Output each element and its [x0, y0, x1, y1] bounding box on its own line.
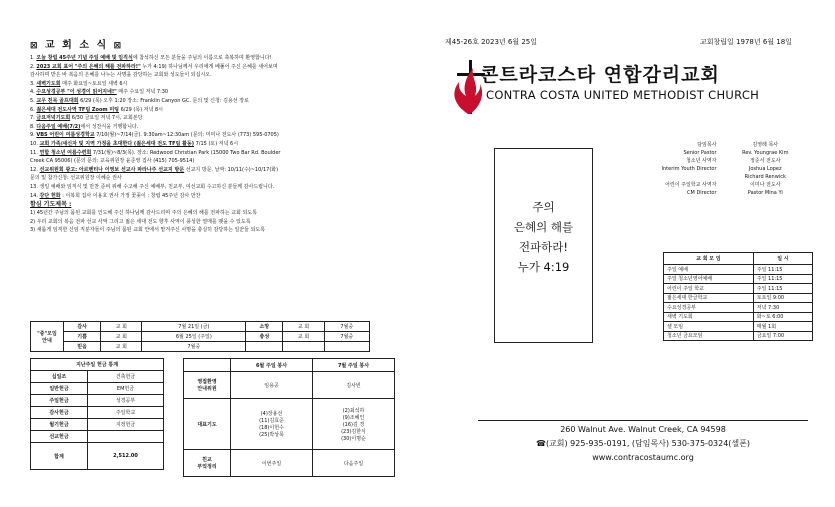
issue-number: 제45-26호 2023년 6월 25일 [445, 38, 538, 46]
news-item-text: 감사하며 받은 바 복음의 은혜를 나누는 사명을 감당하는 교회와 성도들이 되십시오. [30, 72, 212, 79]
duty-corner [184, 359, 231, 372]
schedule-row [664, 303, 813, 313]
duty-value: (4)장용선 (11)김효준 (18)이헌수 (25)박상목 [231, 399, 313, 450]
news-item [30, 166, 422, 175]
group-meeting-cell: 기쁨 [64, 332, 101, 342]
news-heading [30, 36, 422, 51]
news-item-text: 6/30 금요일 저녁 7시, 교회본당 [70, 115, 143, 122]
news-item-number: 14. [30, 192, 40, 199]
prayer-item: 3) 새롭게 임직한 신임 직분자들이 주님의 몸된 교회 안에서 맡겨주신 사명을 충실히 감당하는 일꾼들 되도록 [30, 227, 266, 234]
news-item-text: 문의 및 참가신청: 선교위원장 이혜순 권사 [30, 175, 122, 182]
schedule-meeting: 젊은세대 한글학교 [664, 293, 754, 303]
offering-category: 월기헌금 [31, 419, 88, 431]
news-item-text: 7/15 (토) 저녁 6시 [194, 140, 239, 147]
duty-row [184, 399, 395, 450]
schedule-table [663, 252, 813, 341]
group-meeting-row [31, 322, 370, 332]
staff-row [655, 166, 800, 173]
staff-role: 어린이 주일학교 사역자 [665, 182, 717, 188]
offering-table [30, 358, 164, 470]
offering-total-label: 합계 [31, 443, 88, 470]
church-name-english: CONTRA COSTA UNITED METHODIST CHURCH [486, 88, 760, 102]
schedule-meeting: 주일 청소년영어예배 [664, 274, 754, 284]
news-item-number: 1. [30, 55, 37, 61]
group-meeting-cell: 감사 [64, 322, 101, 332]
schedule-row [664, 322, 813, 332]
offering-category: 선교헌금 [31, 431, 88, 443]
schedule-row [664, 274, 813, 284]
staff-row [655, 190, 800, 197]
diamond-bullet-icon: ⊠ [30, 41, 40, 51]
offering-row [31, 407, 164, 419]
schedule-row [664, 265, 813, 275]
news-item-text: 에서 성찬식을 거행합니다. [80, 123, 139, 130]
offering-category-2 [88, 431, 164, 443]
news-item [30, 97, 422, 106]
prayer-list [30, 209, 422, 235]
news-item-number: 7. [30, 115, 37, 122]
news-item-text: 매주 화요일~토요일 새벽 6시 [60, 80, 128, 87]
group-meeting-cell: 믿음 [64, 342, 101, 352]
staff-name: 이미나 전도사 [749, 182, 781, 188]
offering-total-value: 2,512.00 [88, 443, 164, 470]
motto-box [494, 148, 593, 343]
staff-row [655, 182, 800, 189]
address-block [478, 420, 808, 465]
prayer-item: 2) 우리 교회의 복음 전파 선교 사역 그리고 젊은 세대 전도 향후 사역이 풍성한 열매를 맺을 수 있도록 [30, 218, 251, 225]
duty-value: 다음주일 [313, 450, 395, 477]
offering-category-2: 성경공부 [88, 395, 164, 407]
news-item [30, 106, 422, 115]
staff-role: CM Director [687, 190, 717, 196]
diamond-bullet-icon: ⊠ [113, 41, 124, 51]
schedule-row [664, 331, 813, 341]
group-meeting-cell: 교 회 [101, 332, 142, 342]
group-meeting-cell: 소망 [246, 322, 283, 332]
news-item [30, 157, 422, 166]
group-meeting-cell: 6월 25일 (주일) [142, 332, 246, 342]
duty-label: 영접환영 안내위원 [184, 372, 231, 399]
schedule-header-meeting: 교 회 모 임 [664, 253, 754, 265]
motto-line-3: 전파하라! [518, 240, 569, 254]
group-meeting-cell: 7월중 [324, 332, 369, 342]
group-meeting-cell: 충성 [246, 332, 283, 342]
schedule-meeting: 청소년 금요모임 [664, 331, 754, 341]
prayer-item: 1) 45년간 주님의 몸된 교회를 인도해 주신 하나님께 감사드리며 주의 은혜의 해를 전파하는 교회 되도록 [30, 210, 257, 217]
church-name-korean: 콘트라코스타 연합감리교회 [480, 64, 720, 86]
duty-row [184, 450, 395, 477]
news-item [30, 174, 422, 183]
news-item-number: 2. [30, 63, 37, 70]
news-item [30, 114, 422, 123]
schedule-time: 저녁 7:30 [753, 303, 812, 313]
duty-table [183, 358, 395, 477]
news-item [30, 54, 422, 63]
group-meeting-cell: 7월중 [142, 342, 246, 352]
offering-category: 감사헌금 [31, 407, 88, 419]
offering-category-2: 건축헌금 [88, 371, 164, 383]
schedule-time: 화~토 6:00 [753, 312, 812, 322]
group-meeting-row [31, 332, 370, 342]
group-meeting-cell [246, 342, 283, 352]
staff-role: Senior Pastor [683, 150, 717, 156]
staff-name: Joshua Lopez [748, 166, 782, 172]
news-item [30, 63, 422, 72]
news-item-highlight: 젊은세대 전도사역 TF팀 Zoom 미팅 [36, 106, 120, 113]
offering-category: 십일조 [31, 371, 88, 383]
news-item [30, 140, 422, 149]
offering-row [31, 431, 164, 443]
schedule-meeting: 주일 예배 [664, 265, 754, 275]
group-meeting-cell: 교 회 [101, 342, 142, 352]
staff-row [655, 150, 800, 157]
news-item-text: 선교지 방문. 날짜: 10/11(수)~10/17(화) [184, 166, 279, 173]
news-item-number: 4. [30, 89, 37, 96]
founded-date: 교회창립일 1978년 6월 18일 [700, 38, 792, 46]
phone-icon: ☎ [535, 439, 546, 448]
news-item-text: 6/29 (목) 저녁 8시 [119, 106, 164, 113]
schedule-meeting: 새벽 기도회 [664, 312, 754, 322]
group-meeting-row [31, 342, 370, 352]
staff-role: 청소년 사역자 [685, 158, 717, 164]
offering-category-2: 주일학교 [88, 407, 164, 419]
news-item-highlight: 새벽기도회 [36, 80, 61, 87]
news-item-number: 8. [30, 123, 37, 130]
offering-category: 일반헌금 [31, 383, 88, 395]
news-title: 교 회 소 식 [45, 40, 109, 51]
motto-reference: 누가 4:19 [517, 260, 570, 274]
prayer-title: 함심 기도제목 : [30, 201, 72, 209]
schedule-time: 주일 11:15 [753, 274, 812, 284]
staff-row [655, 158, 800, 165]
schedule-meeting: 어린이 주일 학교 [664, 284, 754, 294]
schedule-time: 주일 11:15 [753, 284, 812, 294]
group-meeting-cell: 7월중 [324, 322, 369, 332]
news-item-number: 3. [30, 80, 37, 87]
news-item-highlight: 교회 가족/새신자 및 지역 가정을 초대한다 (젊은세대 전도 TF팀 활동) [39, 140, 195, 147]
schedule-time: 금요일 7:00 [753, 331, 812, 341]
schedule-time: 주일 11:15 [753, 265, 812, 275]
offering-row [31, 371, 164, 383]
group-meeting-table [30, 321, 370, 352]
duty-row [184, 372, 395, 399]
schedule-row [664, 284, 813, 294]
staff-name: 김영래 목사 [752, 142, 779, 148]
news-item-text: 생일 예배와 임직식 및 만찬 준비 위해 수고해 주신 예배부, 친교부, 여선교회 수고하신 분들께 감사드립니다. [39, 183, 275, 190]
news-item-highlight: 연합 청소년 여름수련회 [39, 149, 92, 156]
news-item-number: 9. [30, 132, 37, 139]
staff-name: Pastor Mina Yi [747, 190, 783, 196]
schedule-time: 매월 1회 [753, 322, 812, 332]
news-item-number: 10. [30, 140, 40, 147]
group-meeting-cell [324, 342, 369, 352]
schedule-meeting: 셀 모임 [664, 322, 754, 332]
news-list [30, 54, 422, 200]
news-item-number: 12. [30, 166, 40, 173]
news-item-text: 에 참석하신 모든 분들을 주님의 이름으로 축복하며 환영합니다! [132, 55, 272, 61]
staff-name: 정준서 전도사 [749, 158, 781, 164]
news-item-number: 6. [30, 106, 37, 113]
group-meeting-cell: 교 회 [283, 322, 324, 332]
staff-role: Interim Youth Director [661, 166, 717, 172]
duty-value: 이번주일 [231, 450, 313, 477]
news-item-number: 13. [30, 183, 40, 190]
news-item [30, 80, 422, 89]
offering-row [31, 383, 164, 395]
staff-list [655, 142, 800, 198]
staff-role [655, 174, 717, 181]
offering-category-2: 지정헌금 [88, 419, 164, 431]
website-link[interactable]: www.contracostaumc.org [592, 453, 694, 462]
news-item [30, 71, 422, 80]
group-meeting-header: "중"모임 안내 [31, 322, 64, 352]
news-item-highlight: 교우 친목 골프대회 [36, 97, 79, 104]
staff-name: Rev. Youngrae Kim [742, 150, 789, 156]
group-meeting-cell: 교 회 [101, 322, 142, 332]
phone-numbers: (교회) 925-935-0191, (담임목사) 530-375-0324(셀폰) [545, 439, 751, 448]
staff-row [655, 142, 800, 149]
news-item-text: Creek CA 95006) (문의 문의: 교육위원장 윤준영 집사 (415) 705-9514) [30, 158, 195, 165]
schedule-meeting: 수요성경공부 [664, 303, 754, 313]
group-meeting-cell: 교 회 [283, 332, 324, 342]
duty-col-june: 6월 주일 봉사 [231, 359, 313, 372]
schedule-row [664, 312, 813, 322]
news-item-text: 7/10(월)~7/14(금). 9:30am~12:30am (문의: 미미나 전도사 (773) 595-0705) [94, 132, 279, 139]
duty-value: 김사빈 [313, 372, 395, 399]
news-item-number: 5. [30, 97, 37, 104]
schedule-row [664, 293, 813, 303]
news-item-text: 누가 4:19) 하나님께서 우리에게 베풀어 주신 은혜를 새어보며 [140, 63, 278, 70]
staff-name: Richard Renwick [744, 174, 786, 180]
motto-line-1: 주의 [532, 200, 555, 214]
news-item-text: : 이복희 집사 이용호 권사 가정 꽃꽂이 : 창립 45주년 감사 만찬 [60, 192, 201, 199]
street-address: 260 Walnut Ave. Walnut Creek, CA 94598 [560, 425, 726, 434]
news-item [30, 192, 422, 201]
news-item-highlight: 강단 헌화 [39, 192, 61, 199]
duty-value: 임용공 [231, 372, 313, 399]
news-item [30, 131, 422, 140]
staff-role: 담임목사 [697, 142, 717, 148]
news-item-highlight: 수요성경공부 "이 성경이 읽어지네!" [36, 89, 117, 96]
schedule-header-time: 일 시 [753, 253, 812, 265]
offering-category: 주일헌금 [31, 395, 88, 407]
news-item-highlight: 2023 교회 표어 "주의 은혜의 해를 전파하라!" [36, 63, 141, 70]
group-meeting-cell [283, 342, 324, 352]
news-item-highlight: 다음주일 예배(7/2) [36, 123, 81, 130]
offering-category-2: EM헌금 [88, 383, 164, 395]
news-item [30, 183, 422, 192]
offering-row [31, 395, 164, 407]
news-item [30, 123, 422, 132]
news-item-text: 6/29 (목) 오후 1:20 장소: Franklin Canyon GC. 문의 및 신청: 김용선 장로 [78, 97, 249, 104]
news-section [30, 36, 422, 235]
news-item-text: 매주 수요일 저녁 7:30 [116, 89, 169, 96]
news-item-highlight: 금요저녁기도회 [36, 115, 71, 122]
group-meeting-cell: 7월 21일 (금) [142, 322, 246, 332]
schedule-time: 토요일 9:00 [753, 293, 812, 303]
news-item-highlight: VBS 어린이 여름성경학교 [36, 132, 95, 139]
offering-title: 지난주일 헌금 통계 [31, 359, 164, 371]
offering-row [31, 419, 164, 431]
news-item-number: 11. [30, 149, 40, 156]
motto-line-2: 은혜의 해를 [513, 220, 574, 234]
news-item [30, 88, 422, 97]
news-item-highlight: 오늘 창립 45주년 기념 주일 예배 및 임직식 [36, 55, 133, 61]
staff-row [655, 174, 800, 181]
news-item-text: 7/31(월)~8/3(목). 장소: Redwood Christian Park (15000 Two Bar Rd. Boulder [91, 149, 281, 156]
phone-line [478, 437, 808, 451]
news-item-highlight: 선교위원회 광고: 아르헨티나 이영보 선교사 파라나주 선교지 방문 [39, 166, 185, 173]
duty-col-july: 7월 주일 봉사 [313, 359, 395, 372]
news-item [30, 149, 422, 158]
duty-value: (2)최석하 (9)조혜인 (16)김 경 (23)김한식 (30)이명순 [313, 399, 395, 450]
duty-label: 친교 부엌정리 [184, 450, 231, 477]
duty-label: 대표기도 [184, 399, 231, 450]
